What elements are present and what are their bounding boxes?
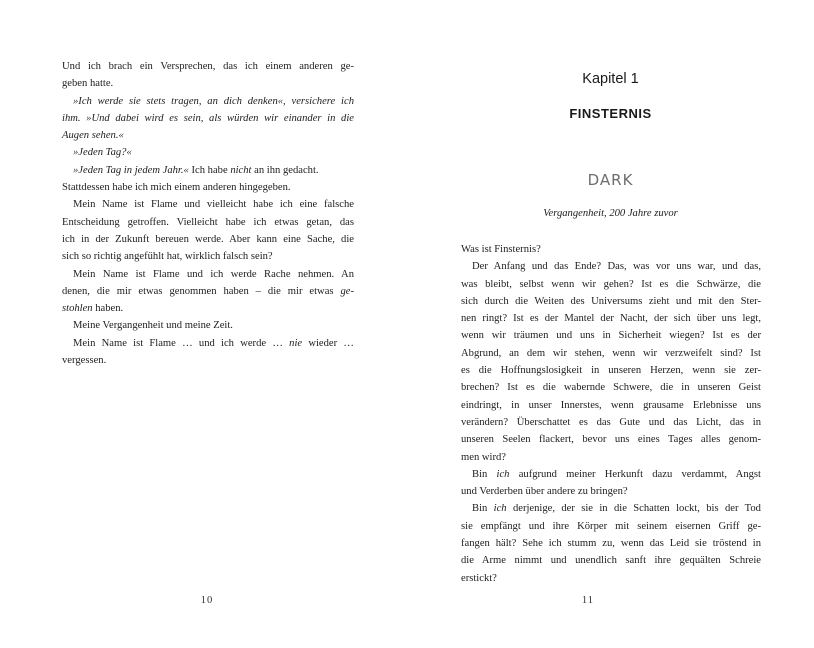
text-span: derjenige, der sie in die Schatten lockt, bis der Tod	[506, 503, 761, 515]
text-line: Augen sehen.«	[62, 130, 124, 142]
emphasis: ich	[493, 503, 507, 515]
text-line	[62, 162, 354, 179]
text-line: brechen? Ist es die wabernde Schwere, die in unseren Geist	[461, 382, 761, 394]
text-line: sich durch die Weiten des Universums zieht und mit den Ster-	[461, 295, 761, 307]
chapter-label: Kapitel 1	[582, 71, 639, 87]
text-line	[461, 500, 761, 517]
text-line	[461, 466, 761, 483]
chapter-title: FINSTERNIS	[569, 106, 652, 121]
text-line: Mein Name ist Flame und vielleicht habe ich eine falsche	[73, 199, 354, 211]
text-span: Bin	[472, 503, 494, 515]
text-line: wenn wir träumen und uns in Sicherheit wiegen? Ist es der	[461, 330, 761, 342]
text-span: denen, die mir etwas genommen haben – die mir etwas	[62, 285, 341, 297]
page-number: 10	[200, 595, 214, 606]
text-span: Bin	[472, 468, 497, 480]
text-span: haben.	[92, 303, 124, 315]
emphasis: ge-	[340, 285, 354, 297]
text-line: vergessen.	[62, 355, 107, 367]
text-line: ihm. »Und dabei wird es sein, als würden wir einander in die	[62, 112, 354, 124]
emphasis: nie	[289, 337, 303, 349]
left-page-body	[62, 58, 354, 369]
text-line: fangen hält? Sehe ich stumm zu, wenn das Leid sie tröstend in	[461, 538, 761, 550]
emphasis: ich	[496, 468, 510, 480]
text-line: sich so richtig angefühlt hat, wirklich falsch sein?	[62, 251, 273, 263]
text-line: Mein Name ist Flame und ich werde Rache nehmen. An	[73, 268, 354, 280]
text-span: Mein Name ist Flame … und ich werde …	[73, 337, 290, 349]
right-page	[407, 0, 814, 648]
text-span: »Jeden Tag in jedem Jahr.«	[73, 164, 189, 176]
text-line	[62, 335, 354, 352]
text-line: Entscheidung getroffen. Vielleicht habe ich etwas getan, das	[62, 216, 354, 228]
text-line: eindringt, in unser Innerstes, wenn grausame Erlebnisse uns	[461, 399, 761, 411]
text-line: ich in der Zukunft bereuen werde. Aber kann eine Sache, die	[62, 233, 354, 245]
text-line: und Verderben über andere zu bringen?	[461, 486, 628, 498]
emphasis: nicht	[230, 164, 252, 176]
text-line: Meine Vergangenheit und meine Zeit.	[73, 320, 233, 332]
text-span: an ihn gedacht.	[251, 164, 319, 176]
text-line: geben hatte.	[62, 78, 114, 90]
text-line: was bleibt, selbst wenn wir gehen? Ist es die Schwärze, die	[461, 278, 761, 290]
text-line: Und ich brach ein Versprechen, das ich einem anderen ge-	[62, 61, 354, 72]
text-span: Ich habe	[188, 164, 231, 176]
right-page-body	[461, 241, 761, 587]
emphasis: stohlen	[62, 303, 93, 315]
text-line: Abgrund, an dem wir stehen, wenn wir verzweifelt sind? Ist	[461, 347, 761, 359]
text-line: es die Hoffnungslosigkeit in unseren Herzen, wenn sie zer-	[461, 365, 761, 377]
text-span: wieder …	[302, 337, 354, 349]
text-line: Stattdessen habe ich mich einem anderen hingegeben.	[62, 182, 291, 194]
text-line: »Jeden Tag?«	[73, 147, 132, 159]
text-line: nen ringt? Ist es der Mantel der Nacht, der sich über uns legt,	[461, 313, 761, 325]
text-line: unseren Seelen flackert, bevor uns eines Tages alles genom-	[461, 434, 761, 446]
chapter-subtitle: Vergangenheit, 200 Jahre zuvor	[543, 208, 678, 219]
text-line	[62, 300, 354, 317]
text-line: erstickt?	[461, 572, 497, 584]
text-line: Was ist Finsternis?	[461, 244, 541, 255]
text-line: verändern? Überschattet es das Gute und das Licht, das in	[461, 416, 761, 428]
text-line: Der Anfang und das Ende? Das, was vor uns war, und das,	[472, 261, 761, 273]
text-line: sie empfängt und ihre Körper mit seinem eisernen Griff ge-	[461, 520, 761, 532]
text-span: aufgrund meiner Herkunft dazu verdammt, Angst	[509, 468, 761, 480]
text-line: men wird?	[461, 451, 507, 463]
text-line: die Arme nimmt und unendlich sanft ihre gequälten Schreie	[461, 555, 761, 567]
text-line: »Ich werde sie stets tragen, an dich denken«, versichere ich	[73, 95, 354, 107]
text-line	[62, 283, 354, 300]
pov-heading: DARK	[587, 171, 634, 189]
page-number: 11	[581, 595, 595, 606]
